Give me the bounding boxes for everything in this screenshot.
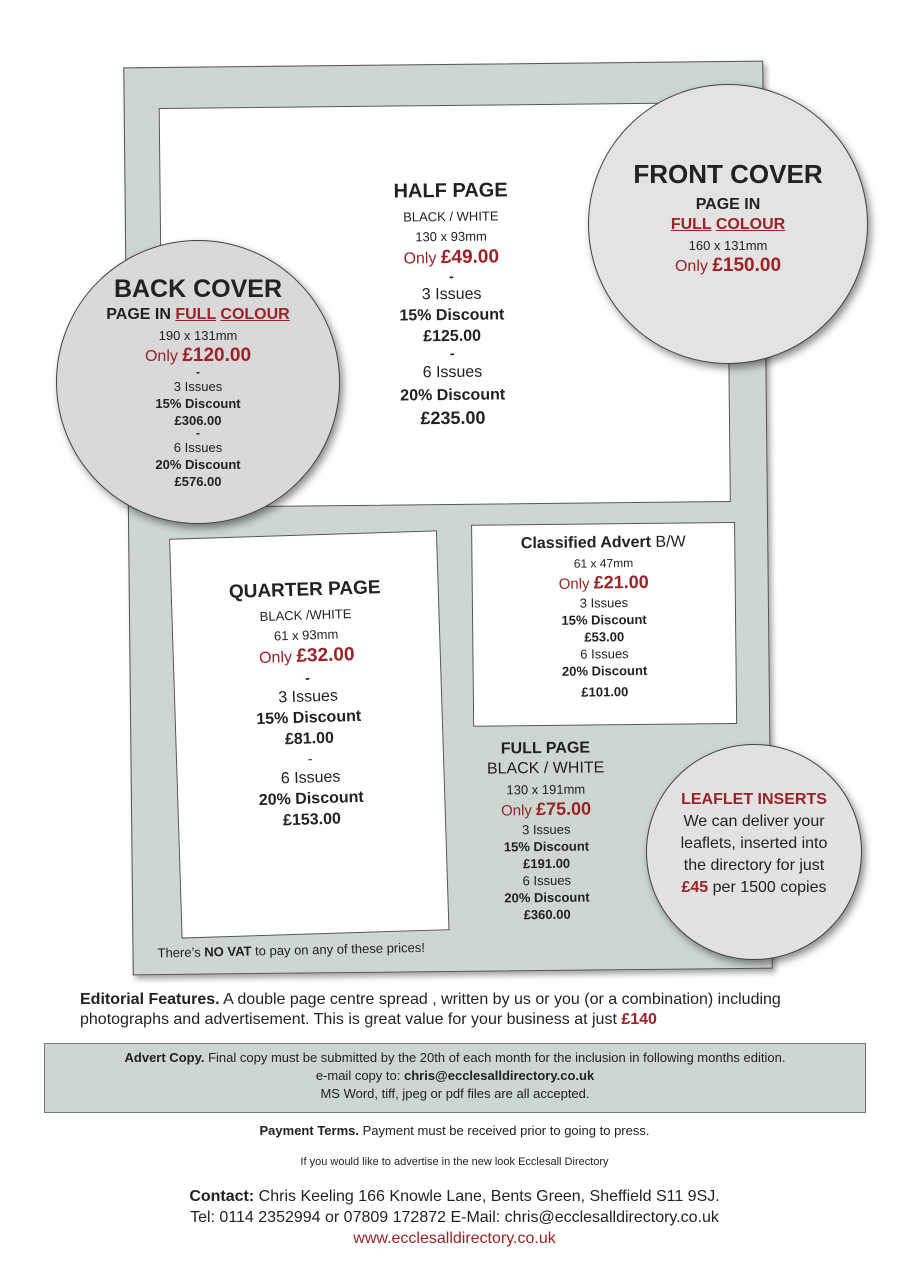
half-page-discount15: 15% Discount	[399, 306, 505, 325]
quarter-page-price: £32.00	[296, 644, 355, 667]
quarter-page-colour: BLACK /WHITE	[259, 606, 352, 624]
editorial-price: £140	[621, 1011, 657, 1028]
vat-note-bold: NO VAT	[204, 943, 252, 960]
classified-price: £21.00	[593, 571, 649, 593]
full-page-block	[461, 739, 631, 923]
classified-issues6: 6 Issues	[580, 646, 629, 662]
front-cover-line1: PAGE IN	[695, 196, 761, 213]
vat-note-pre: There’s	[157, 944, 201, 961]
half-page-price6: £235.00	[420, 407, 486, 429]
advert-copy-email-label: e-mail copy to:	[315, 1068, 401, 1083]
back-cover-discount15: 15% Discount	[155, 396, 241, 411]
full-page-price: £75.00	[535, 798, 592, 820]
back-cover-size: 190 x 131mm	[158, 328, 238, 343]
half-page-price: £49.00	[440, 246, 500, 269]
classified-discount15: 15% Discount	[561, 611, 647, 628]
front-cover-circle	[588, 84, 868, 364]
full-page-discount20: 20% Discount	[504, 889, 590, 906]
full-page-only: Only	[500, 802, 532, 820]
back-cover-price6: £576.00	[174, 474, 222, 489]
contact-line1: Chris Keeling 166 Knowle Lane, Bents Green, Sheffield S11 9SJ.	[258, 1188, 720, 1205]
leaflet-line3: the directory for just	[683, 857, 825, 874]
advert-copy-box	[44, 1043, 866, 1113]
advert-copy-text: Final copy must be submitted by the 20th of each month for the inclusion in following months edition.	[208, 1050, 786, 1065]
leaflet-line2: leaflets, inserted into	[680, 835, 828, 852]
back-cover-price: £120.00	[182, 345, 252, 366]
payment-heading: Payment Terms.	[259, 1123, 359, 1138]
half-page-colour: BLACK / WHITE	[403, 208, 499, 225]
payment-terms	[0, 1123, 909, 1138]
front-cover-full: FULL	[670, 216, 712, 233]
back-cover-circle	[56, 240, 340, 524]
full-page-issues3: 3 Issues	[521, 821, 571, 838]
editorial-features	[80, 990, 840, 1030]
quarter-page-price3: £81.00	[284, 729, 335, 749]
leaflet-line1: We can deliver your	[683, 813, 825, 830]
classified-colour: B/W	[655, 533, 686, 551]
editorial-text: A double page centre spread , written by us or you (or a combination) including photographs and advertisement. This is great value for your business at just	[80, 991, 781, 1028]
quarter-page-issues6: 6 Issues	[280, 768, 341, 788]
half-page-issues3: 3 Issues	[421, 285, 482, 304]
classified-price3: £53.00	[584, 629, 625, 645]
front-cover-price: £150.00	[712, 255, 782, 276]
quarter-page-size: 61 x 93mm	[273, 626, 339, 644]
classified-price6: £101.00	[581, 684, 629, 700]
half-page-issues6: 6 Issues	[422, 363, 483, 382]
editorial-heading: Editorial Features.	[80, 991, 220, 1008]
full-page-size: 130 x 191mm	[506, 781, 586, 798]
quarter-page-issues3: 3 Issues	[278, 687, 339, 707]
front-cover-only: Only	[674, 258, 708, 275]
half-page-sep1: -	[449, 267, 454, 284]
classified-advert-panel	[471, 522, 737, 727]
vat-note	[157, 940, 425, 961]
back-cover-issues3: 3 Issues	[173, 379, 223, 394]
classified-discount20: 20% Discount	[561, 662, 648, 679]
back-cover-issues6: 6 Issues	[173, 440, 223, 455]
payment-text: Payment must be received prior to going to press.	[362, 1123, 650, 1138]
back-cover-full: FULL	[175, 306, 216, 323]
advert-copy-email[interactable]: chris@ecclesalldirectory.co.uk	[403, 1068, 595, 1083]
half-page-title: HALF PAGE	[393, 179, 508, 203]
quarter-page-panel	[169, 530, 449, 938]
classified-issues3: 3 Issues	[579, 595, 629, 611]
contact-block	[0, 1186, 909, 1249]
front-cover-colour: COLOUR	[715, 216, 786, 233]
vat-note-post: to pay on any of these prices!	[254, 939, 426, 959]
contact-line2: Tel: 0114 2352994 or 07809 172872 E-Mail: chris@ecclesalldirectory.co.uk	[190, 1209, 719, 1226]
quarter-page-price6: £153.00	[282, 810, 342, 830]
back-cover-title: BACK COVER	[113, 275, 283, 303]
quarter-page-discount15: 15% Discount	[256, 707, 362, 729]
advert-copy-formats: MS Word, tiff, jpeg or pdf files are all accepted.	[320, 1086, 590, 1101]
leaflet-line4: per 1500 copies	[712, 879, 827, 896]
full-page-price6: £360.00	[523, 906, 571, 923]
leaflet-inserts-circle	[646, 744, 862, 960]
advert-copy-heading: Advert Copy.	[124, 1050, 205, 1065]
back-cover-sep1: -	[196, 365, 200, 379]
back-cover-colour: COLOUR	[220, 306, 290, 323]
contact-label: Contact:	[189, 1188, 255, 1205]
classified-title: Classified Advert	[520, 533, 652, 553]
full-page-price3: £191.00	[523, 855, 571, 872]
full-page-colour: BLACK / WHITE	[486, 759, 605, 778]
website-link[interactable]: www.ecclesalldirectory.co.uk	[353, 1230, 556, 1247]
quarter-page-title: QUARTER PAGE	[228, 577, 381, 603]
back-cover-sep2: -	[196, 426, 200, 440]
full-page-title: FULL PAGE	[500, 739, 591, 758]
half-page-discount20: 20% Discount	[400, 386, 506, 405]
front-cover-title: FRONT COVER	[633, 159, 823, 189]
back-cover-discount20: 20% Discount	[155, 457, 241, 472]
back-cover-page-in: PAGE IN	[106, 306, 171, 323]
back-cover-only: Only	[144, 348, 178, 365]
full-page-issues6: 6 Issues	[522, 872, 572, 889]
half-page-price3: £125.00	[423, 327, 482, 346]
half-page-sep2: -	[449, 344, 455, 361]
advertise-note: If you would like to advertise in the new look Ecclesall Directory	[300, 1156, 609, 1168]
quarter-page-only: Only	[258, 648, 293, 667]
leaflet-title: LEAFLET INSERTS	[681, 791, 827, 808]
full-page-discount15: 15% Discount	[503, 838, 590, 855]
half-page-only: Only	[403, 250, 437, 268]
back-cover-price3: £306.00	[174, 413, 222, 428]
front-cover-size: 160 x 131mm	[688, 238, 768, 253]
quarter-page-sep1: -	[304, 669, 311, 686]
quarter-page-sep2: -	[307, 750, 313, 767]
quarter-page-discount20: 20% Discount	[258, 788, 364, 810]
classified-only: Only	[558, 575, 590, 593]
half-page-size: 130 x 93mm	[415, 228, 487, 245]
classified-size: 61 x 47mm	[573, 556, 634, 571]
leaflet-price: £45	[681, 879, 709, 896]
